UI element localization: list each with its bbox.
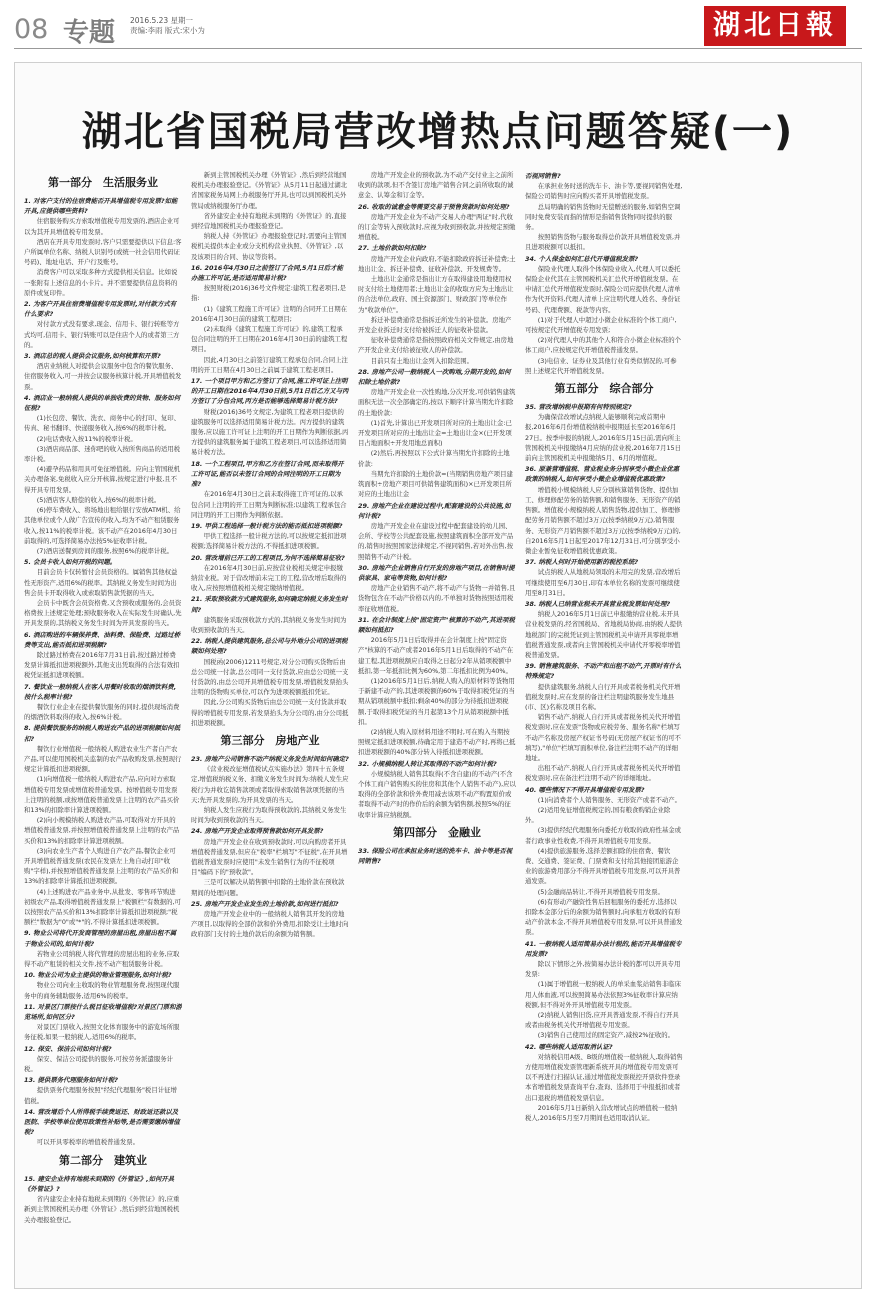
answer-paragraph: 纳税人2016年5月1日前已申报缴纳营业税,未开具营业税发票的,经省国税局、省地税局协商,由纳税人提供地税部门的完税凭证到主管国税机关申请开具零税率增值税普通发票,或者向主管国税机关申请代开零税率增值税普通发票。 [525,610,683,659]
question: 38. 纳税人已纳营业税未开具营业税发票如何处理? [525,599,671,608]
answer-paragraph: (1)属于增值税一般纳税人的单采血浆站销售非临床用人体血液,可以按照简易办法依照3%征收率计算应纳税额,但不得对外开具增值税专用发票。 [525,980,682,1009]
question: 30. 房地产企业销售自行开发的房地产项目,在销售时提供家具、家电等货物,如何计税? [358,563,515,582]
answer-paragraph: 消费客户可以采取多种方式提供相关信息。比如说一张附有上述信息的小卡片。并不需要提供信息资料的原件或复印件。 [24,268,178,297]
question: 15. 建安企业持有地税未到期的《外管证》,如何开具《外管证》? [24,1174,175,1193]
part-heading: 第一部分 生活服务业 [48,176,158,189]
answer-paragraph: 总局明确的销售货物时无偿赠送的服务,如销售空调同时免费安装而指的情形是指销售货物同时提供的服务。 [525,202,681,232]
answer-paragraph: 小规模纳税人销售其取得(不含自建)的不动产(不含个体工商户销售购买的住房和其他个人销售不动产),应以取得的全部价款和价外费用减去该项不动产购置原价或者取得不动产时的作价后的余额为销售额,按照5%的征收率计算应纳税额。 [358,769,516,819]
answer-paragraph: (4)上述购进农产品业务中,从批发、零售环节购进初级农产品,取得增值税普通发票上"税额栏"有数据的,可以按照农产品买价和13%扣除率计算抵扣进项税额;"税额栏"数据为"0"或"*"的,不得计算抵扣进项税额。 [24,887,181,927]
answer-paragraph: (1)向消费者个人销售服务、无形资产或者不动产。 [537,795,682,804]
answer-paragraph: (1)长包房、餐饮、洗衣、商务中心的打印、复印、传真、秘书翻译、快递服务收入,按6%的税率计税。 [24,414,181,433]
answer-paragraph: 房地产开发企业一次性购地,分次开发,可供销售建筑面积无法一次全部确定的,按以下顺序计算当期允许扣除的土地价款: [358,388,516,417]
article-column [358,170,516,1285]
answer-paragraph: (5)金融商品转让,不得开具增值税专用发票。 [537,887,664,896]
answer-paragraph: 会员卡中既含会员资格费,又含预收或服务的,会员资格费按上述规定处理;预收服务收入在实际发生时确认,先开具发票的,其纳税义务发生时间为开具发票的当天。 [24,598,182,628]
part-heading: 第三部分 房地产业 [220,733,320,747]
newspaper-logo: 湖北日報 [704,6,846,46]
answer-paragraph: 房地产开发企业为不动产交易人办理"两证"时,代收的订金等转入预收款时,应视为收到预收款,并按规定预缴增值税。 [358,212,516,242]
question: 29. 房地产企业在建设过程中,配套建设的公共设施,如何计税? [358,501,511,520]
answer-paragraph: 省内建安企业持有地税未到期的《外管证》的,应重新到主管国税机关办理《外管证》,然后到经营地国税机关办理报验登记。 [24,1195,180,1224]
page-number: 08 [14,14,49,45]
question: 17. 一个项目甲方和乙方签订了合同,施工许可证上注明的开工日期在2016年4月30日前,5月1日后乙方又与丙方签订了分包合同,丙方是否能够选择简易计税方法? [191,377,349,406]
answer-paragraph: 目前只有土地出让金列入扣除范围。 [370,356,474,365]
answer-paragraph: (2)向小规模纳税人购进农产品,可取得对方开具的增值税普通发票,并按照增值税普通发票上注明的农产品买价和13%的扣除率计算进项税额。 [24,816,180,845]
answer-paragraph: 房地产开发企业向政府,不能扣除政府拆迁补偿费;土地出让金、拆迁补偿费、征收补偿款、开发规费等。 [358,254,516,273]
answer-paragraph: 提供票务代理服务按照"经纪代理服务"税目计征增值税。 [24,1086,177,1105]
answer-paragraph: 住宿服务购买方索取增值税专用发票的,酒店企业可以为其开具增值税专用发票。 [24,217,180,236]
page-header [0,0,876,48]
question: 13. 提供票务代理服务如何计税? [24,1076,118,1085]
question: 25. 房地产开发企业发生的土地价款,如何进行抵扣? [191,899,339,908]
question: 31. 在会计制度上按"固定资产"核算的不动产,其进项税额如何抵扣? [358,615,515,634]
answer-paragraph: 对付款方式没有要求,现金、信用卡、银行转账等方式均可,信用卡、银行转账可以是住店个人的或者第三方的。 [24,320,180,349]
answer-paragraph: (1)《建筑工程施工许可证》注明的合同开工日期在2016年4月30日前的建筑工程项目; [191,304,348,323]
answer-paragraph: (2)然后,再按照以下公式计算当期允许扣除的土地价款: [358,449,510,468]
question: 4. 酒店业一般纳税人提供的单独收费的货物、服务如何征税? [24,393,181,413]
answer-paragraph: 因此,4月30日之前签订建筑工程承包合同,合同上注明的开工日期在4月30日之前属于建筑工程老项目。 [191,355,348,374]
answer-paragraph: 2016年5月1日新纳入营改增试点的增值税一般纳税人,2016年5月至7月期间也适用取消认证。 [525,1103,678,1123]
answer-paragraph: (2)纳税人购入原材料用途不明时,可在购入当期按照规定抵扣进项税额,待确定用于建造不动产时,再将已抵扣进项税额的40%部分转入待抵扣进项税额。 [358,727,516,757]
question: 42. 哪些纳税人适用取消认证? [525,1042,613,1051]
answer-paragraph: 目前会员卡仅转暂付会员资格的。属销售其他权益性无形资产,适用6%的税率。其纳税义务发生时间为出售会员卡开取得收入或索取销售款凭据的当天。 [24,568,178,597]
answer-paragraph: 纳税人发生应税行为取得预收款的,其纳税义务发生时间为收到预收款的当天。 [191,805,347,825]
question: 26. 收取的诚意金等需要交易于预售货款时如何处理? [358,202,510,211]
answer-paragraph: (1)2016年5月1日后,纳税人购入的原材料等货物用于新建不动产的,其进项税额的60%于取得扣税凭证的当期从销项税额中抵扣;剩余40%的部分为待抵扣进项税额,于取得扣税凭证的当月起第13个月从销项税额中抵扣。 [358,676,515,726]
answer-paragraph: (6)停车费收入、将场地出租给银行安放ATM机、给其他单位或个人做广告宣传的收入,均为不动产租赁服务收入,按11%的税率计税。该不动产在2016年4月30日前取得的,可选择简易办法按5%征收率计税。 [24,506,181,545]
answer-paragraph: 甲供工程选择一般计税方法的,可以按规定抵扣进项税额;选择简易计税方法的,不得抵扣进项税额。 [191,532,347,551]
question: 1. 对客户支付的住宿费能否开具增值税专用发票?如能开具,应提供哪些资料? [24,197,178,216]
answer-paragraph: 国税函(2006)1211号规定,对分公司购买货物后由总公司统一付款,总公司同一支付货款,应由总公司统一支付货款的,由总公司开具增值税专用发票,增值税发票抬头注明的货物购买单位,可以作为进项税额抵扣凭证。 [191,657,349,697]
answer-paragraph: 除过路过桥费在2016年7月31日前,按过路过桥费发票计算抵扣进项税额外,其他支出凭取得的合法有效扣税凭证抵扣进项税额。 [24,650,180,680]
answer-paragraph: 新到主管国税机关办理《外管证》,然后到经营地国税机关办理报验登记。《外管证》从5月11日起通过湖北省国家税务局网上办税服务厅开具,也可以到国税机关外管局或纳税服务厅办理。 [191,171,347,210]
answer-paragraph: 征收补偿费通常是指按照政府相关文件规定,由房地产开发企业支付给被征收人的补偿款。 [358,336,514,355]
question: 9. 物业公司将代开发商管理的房屋出租,房屋出租不属于物业公司的,如何计税? [24,929,177,948]
answer-paragraph: 拆迁补偿费通常是指拆迁所发生的补偿款。房地产开发企业拆迁时支付给被拆迁人的征收补偿款。 [358,315,512,335]
answer-paragraph: 纳税人持《外管证》办理报验登记时,需要向主管国税机关提供本企业或分支机构营业执照、《外管证》,以及该项目的合同、协议等资料。 [191,232,347,261]
article-columns [24,170,854,1285]
answer-paragraph: 房地产开发企业在收到预收款时,可以向购房者开具增值税普通发票,但应在"税率"栏填写"不征税",在开具增值税普通发票时应使用"未发生销售行为的不征税项目"编码下的"预收款"。 [191,837,348,877]
question: 37. 纳税人何时开始使用新的税控系统? [525,558,639,567]
answer-paragraph: 物业公司向业主收取的物业管理服务费,按照现代服务中的商务辅助服务,适用6%的税率。 [24,981,180,1000]
answer-paragraph: 土地出让金通常是指出让方在取得建设用地使用权时支付给土地使用者;土地出让金的收取方应为土地出让的合法单位,政府、国土资源部门、财政部门等单位作为"收款单位"。 [358,275,514,314]
question: 7. 餐饮业一般纳税人在客人用餐时收取的烟酒饮料费,按什么税率计税? [24,682,177,701]
answer-paragraph: (6)有形动产融资性售后回租服务的委托方,选择以扣除本金部分后的余额为销售额时,向承租方收取的有形动产价款本金,不得开具增值税专用发票,可以开具普通发票。 [525,897,683,937]
question: 12. 保安、保洁公司如何计税? [24,1044,112,1053]
answer-paragraph: 当期允许扣除的土地价款=(当期销售房地产项目建筑面积÷房地产项目可供销售建筑面积)×已开发项目所对应的土地出让金 [358,469,513,499]
article-column [692,170,850,1285]
edition-meta [130,16,205,36]
question: 16. 2016年4月30日之前签订了合同,5月1日后才能办施工许可证,是否适用简易计税? [191,263,343,283]
question: 23. 房地产公司销售不动产纳税义务发生时间如何确定? [191,754,349,763]
article-column [24,170,182,1285]
answer-paragraph: 酒店业纳税人对提供会议服务中包含的餐饮服务、住宿服务收入,可一并按会议服务核算计税,开具增值税发票。 [24,362,182,391]
answer-paragraph: (2)未取得《建筑工程施工许可证》的,建筑工程承包合同注明的开工日期在2016年4月30日前的建筑工程项目。 [191,325,348,354]
answer-paragraph: (7)酒店送餐到房间的服务,按照6%的税率计税。 [36,546,174,555]
answer-paragraph: 在2016年4月30日前,应按营业税相关规定申报缴纳营业税。对于营改增前未完工的工程,营改增后取得的收入,应按照增值税相关规定缴纳增值税。 [191,563,347,593]
answer-paragraph: (1)对于代理人中超过小微企业标准的个体工商户,可按规定代开增值税专用发票; [525,315,677,335]
header-divider [14,48,862,49]
answer-paragraph: (2)电话费收入按11%的税率计税。 [36,434,137,443]
answer-paragraph: 除以下情形之外,按简易办法计税的都可以开具专用发票: [525,960,681,979]
answer-paragraph: 2016年5月1日后取得并在会计制度上按"固定资产"核算的不动产或者2016年5月1日后取得的不动产在建工程,其进项税额应自取得之日起分2年从销项税额中抵扣,第一年抵扣比例为60%,第二年抵扣比例为40%。 [358,636,514,675]
answer-paragraph: 对景区门票收入,按照文化体育服务中的游览场所服务征税,如果一般纳税人,适用6%的税率。 [24,1023,180,1042]
answer-paragraph: (3)提供经纪代理服务向委托方收取的政府性基金或者行政事业性收费,不得开具增值税专用发票。 [525,826,682,845]
editor-line: 责编:李雨 版式:宋小为 [130,26,205,35]
answer-paragraph: 餐饮行业增值税一般纳税人购进农业生产者自产农产品,可以使用国税机关监制的农产品收购发票,按照现行规定计算抵扣进项税额。 [24,744,182,774]
question: 14. 营改增后个人所得税手续费返还、财政返还款以及医院、学校等单位使用政策性补贴等,是否需要缴纳增值税? [24,1107,180,1137]
answer-paragraph: 酒店在开具专用发票时,客户只需要提供以下信息:客户所属单位名称、纳税人识别号(或统一社会信用代码证号码)、地址电话、开户行及账号。 [24,237,182,267]
answer-paragraph: (4)提供旅游服务,选择差额扣除的住宿费、餐饮费、交通费、签证费、门票费和支付给其他接团旅游企业的旅游费用部分不得开具增值税专用发票,可以开具普通发票。 [525,846,681,886]
question: 40. 哪些情况下不得开具增值税专用发票? [525,785,645,794]
answer-paragraph: (1)向增值税一般纳税人购进农产品,应向对方索取增值税专用发票或增值税普通发票。按增值税专用发票上注明的税额,或按增值税普通发票上注明的农产品买价和13%的扣除率计算进项税额。 [24,775,180,814]
question: 6. 酒店购进的车辆保养费、油料费、保险费、过路过桥费等支出,能否抵扣进项税额? [24,630,181,649]
answer-paragraph: 按照销售货物与服务取得总价款开具增值税发票,并且进项税额可以抵扣。 [525,233,681,252]
question: 27. 土地价款如何扣除? [358,244,427,253]
answer-paragraph: (5)酒店客人赔偿的收入,按6%的税率计税。 [36,495,161,504]
question: 5. 会员卡收入如何开税的问题。 [24,558,117,567]
part-heading: 第二部分 建筑业 [59,1153,147,1167]
answer-paragraph: (4)避孕药品和用具可免征增值税。应向主管国税机关办理备案,免税收入应分开核算,按规定进行申报,且不得开具专用发票。 [24,465,181,494]
answer-paragraph: (3)电信业、证券业及其他行业有类似情况的,可参照上述规定代开增值税发票。 [525,356,677,375]
answer-paragraph: (2)纳税人销售旧货,应开具普通发票,不得自行开具或者由税务机关代开增值税专用发票。 [525,1011,679,1030]
question: 8. 提供餐饮服务的纳税人购进农产品的进项税额如何抵扣? [24,724,181,743]
article-column [525,170,683,1285]
article-title: 湖北省国税局营改增热点问题答疑(一) [81,109,795,155]
answer-paragraph: (3)酒店商品部、迷你吧的收入按所售商品的适用税率计税。 [24,444,181,464]
question: 28. 房地产公司一般纳税人一次购地,分期开发的,如何扣除土地价款? [358,367,511,387]
question: 10. 物业公司为业主提供的物业管理服务,如何计税? [24,971,172,980]
answer-paragraph: 建筑服务采取预收款方式的,其纳税义务发生时间为收到预收款的当天。 [191,615,347,634]
question: 18. 一个工程项目,甲方和乙方在签订合同,而未取得开工许可证,能否以未签订合同的合同注明的开工日期为准? [191,459,344,489]
answer-paragraph: 按照财税(2016)36号文件规定:建筑工程老项目,是指: [191,284,347,303]
answer-paragraph: 《营业税改征增值税试点实施办法》第四十五条规定,增值税纳税义务、扣缴义务发生时间为:纳税人发生应税行为并收讫销售款项或者取得索取销售款项凭据的当天;先开具发票的,为开具发票的当天。 [191,765,349,804]
answer-paragraph: 房地产开发企业的预收款,为不动产交付业主之前所收到的款项,但不含签订房地产销售合同之前所收取的诚意金、认筹金和订金等。 [358,171,514,200]
question: 2. 为客户开具住宿费增值税专用发票时,对付款方式有什么要求? [24,300,177,319]
answer-paragraph: 为确保营改增试点纳税人能够顺利完成首期申报,2016年6月份增值税纳税申报期延长至2016年6月27日。按季申报的纳税人,2016年5月15日前,需向所主管国税机关申报缴纳4月应纳的营业税,2016年7月15日前向主管国税机关申报缴纳5月、6月的增值税。 [525,413,681,463]
answer-paragraph: 房地产开发企业中的一般纳税人销售其开发的房地产项目,以取得的全部价款和价外费用,扣除受让土地时向政府部门支付的土地价款后的余额为销售额。 [191,910,349,939]
question: 41. 一般纳税人适用简易办法计税的,能否开具增值税专用发票? [525,939,682,958]
answer-paragraph: 试点纳税人从地税局领取的未用完的发票,营改增后可继续使用至6月30日,印有本单位名称的发票可继续使用至8月31日。 [525,568,681,597]
question: 20. 营改增前已开工的工程项目,为何不选择简易征收? [191,553,345,562]
answer-paragraph: 保险业代理人取得个体保险业收入,代理人可以委托保险企业代其在主管国税机关汇总代开增值税发票。在申请汇总代开增值税发票时,保险公司应提供代理人清单作为代开资料,代理人清单上应注明代理人姓名、身份证号码、代理费额、税款等内容。 [525,264,681,314]
answer-paragraph: 保安、保洁公司提供的服务,可按劳务派遣服务计税。 [24,1054,174,1074]
answer-paragraph: 可以开具零税率的增值税普通发票。 [36,1138,140,1147]
answer-paragraph: 出租不动产,纳税人自行开具或者税务机关代开增值税发票时,应在备注栏注明不动产的详细地址。 [525,764,681,783]
question: 34. 个人保金如何汇总代开增值税发票? [525,254,639,263]
answer-paragraph: (1)首先,计算出已开发项目所对应的土地出让金:已开发项目所对应的土地出让金=土地出让金×(已开发项目占地面积÷开发用地总面积) [358,418,512,448]
answer-paragraph: 省外建安企业持有地税未到期的《外管证》的,直接到经营地国税机关办理报验登记。 [191,211,347,231]
article-column [191,170,349,1285]
question: 19. 甲供工程选择一般计税方法的能否抵扣进项税额? [191,521,343,530]
answer-paragraph: 在承担业务时送的洗车卡、油卡等,要视同销售处理,保险公司销售时应向购买者开具增值税发票。 [525,182,683,201]
answer-paragraph: 销售不动产,纳税人自行开具或者税务机关代开增值税发票时,应在发票"货物或应税劳务、服务名称"栏填写不动产名称及房屋产权证书号码(无房屋产权证书的可不填写),"单位"栏填写面积单位,备注栏注明不动产的详细地址。 [525,713,681,762]
answer-paragraph: (3)向农业生产者个人购进自产农产品,餐饮企业可开具增值税普通发票(农民在发票左上角自动打印"收购"字样),并按照增值税普通发票上注明的农产品买价和13%的扣除率计算抵扣进项税额。 [24,846,179,886]
part-heading: 第四部分 金融业 [393,825,481,839]
question: 3. 酒店总的税人提供会议服务,如何核算和开票? [24,352,161,361]
answer-paragraph: 因此,分公司购买货物后由总公司统一支付货款并取得的增值税专用发票,若发票抬头为分公司的,由分公司抵扣进项税额。 [191,698,349,727]
question: 36. 原兼营增值税、营业税业务分别享受小微企业优惠政策的纳税人,如何享受小微企业增值税优惠政策? [525,465,680,484]
answer-paragraph: 提供建筑服务,纳税人自行开具或者税务机关代开增值税发票时,应在发票的备注栏注明建筑服务发生地县(市、区)名称及项目名称。 [525,682,681,711]
answer-paragraph: 财税(2016)36号文规定,为建筑工程老项目提供的建筑服务可以选择适用简易计税方法。丙方提供的建筑服务,应以施工许可证上注明的开工日期作为判断依据,丙方提供的建筑服务属于建筑工程老项目,可以选择适用简易计税方法。 [191,407,349,457]
question: 22. 纳税人提供建筑服务,总公司与外地分公司的进项税额如何处理? [191,637,348,656]
answer-paragraph: 三是可以解决从销售额中扣除的土地价款在预收款期间的处理问题。 [191,878,345,897]
answer-paragraph: (3)销售自己使用过的固定资产,减按2%征收的。 [537,1031,675,1040]
answer-paragraph: 增值税小规模纳税人应分别核算销售货物、提供加工、修理修配劳务的销售额,和销售服务、无形资产的销售额。增值税小规模纳税人销售货物,提供加工、修理修配劳务月销售额不超过3万元(按季纳税9万元),销售服务、无形资产月销售额不超过3万元(按季纳税9万元)的,自2016年5月1日起至2017年12月31日,可分别享受小微企业暂免征收增值税优惠政策。 [525,485,681,555]
answer-paragraph: 餐饮行业企业在提供餐饮服务的同时,提供现场消费的烟酒饮料取得的收入,按6%计税。 [24,702,180,722]
question: 39. 销售建筑服务、不动产和出租不动产,开票时有什么特殊规定? [525,662,682,681]
part-heading: 第五部分 综合部分 [554,382,654,396]
answer-paragraph: 若物业公司纳税人将代管理的房屋出租的业务,应取得不动产租赁的相关文件,按不动产租赁服务计税。 [24,949,180,969]
question: 35. 营改增纳税申报期有何特别规定? [525,403,632,412]
question: 24. 房地产开发企业取得预售款如何开具发票? [191,827,324,836]
question: 11. 对景区门票按什么税目征收增值税?对景区门票和游览场所,如何区分? [24,1002,182,1022]
section-label: 专题 [63,18,116,48]
answer-paragraph: (2)对代理人中的其他个人和符合小微企业标准的个体工商户,应按规定代开增值税普通发票。 [525,336,682,355]
answer-paragraph: (2)适用免征增值税规定的,国有粮食购销企业除外。 [525,805,671,825]
answer-paragraph: 对纳税信用A级、B级的增值税一般纳税人,取得销售方使用增值税发票管理新系统开具的增值税专用发票可以不再进行扫描认证,通过增值税发票税控开票软件登录本省增值税发票查询平台,查询、选择用于申报抵扣或者出口退税的增值税发票信息。 [525,1052,683,1102]
question: 21. 采取预收款方式建筑服务,如何确定纳税义务发生时间? [191,595,348,614]
question: 33. 保险公司在承担业务时送的洗车卡、油卡等是否视同销售? [358,846,513,865]
answer-paragraph: 房地产企业销售不动产,将不动产与货物一并销售,且货物包含在不动产价格以内的,不单独对货物按照适用税率征收增值税。 [358,584,516,613]
date-line: 2016.5.23 星期一 [130,16,194,25]
answer-paragraph: 在2016年4月30日之前未取得施工许可证的,以承包合同上注明的开工日期为判断标准;以建筑工程承包合同注明的开工日期作为判断依据。 [191,490,347,519]
answer-paragraph: 房地产开发企业在建设过程中配套建设的幼儿园、会所、学校等公共配套设施,按照建筑面积全部开发产品的,销售时按照国家法律规定,不视同销售,若对外出售,按照销售不动产计税。 [358,521,514,561]
question: 否视同销售? [525,172,561,180]
question: 32. 小规模纳税人转让其取得的不动产如何计税? [358,759,497,768]
